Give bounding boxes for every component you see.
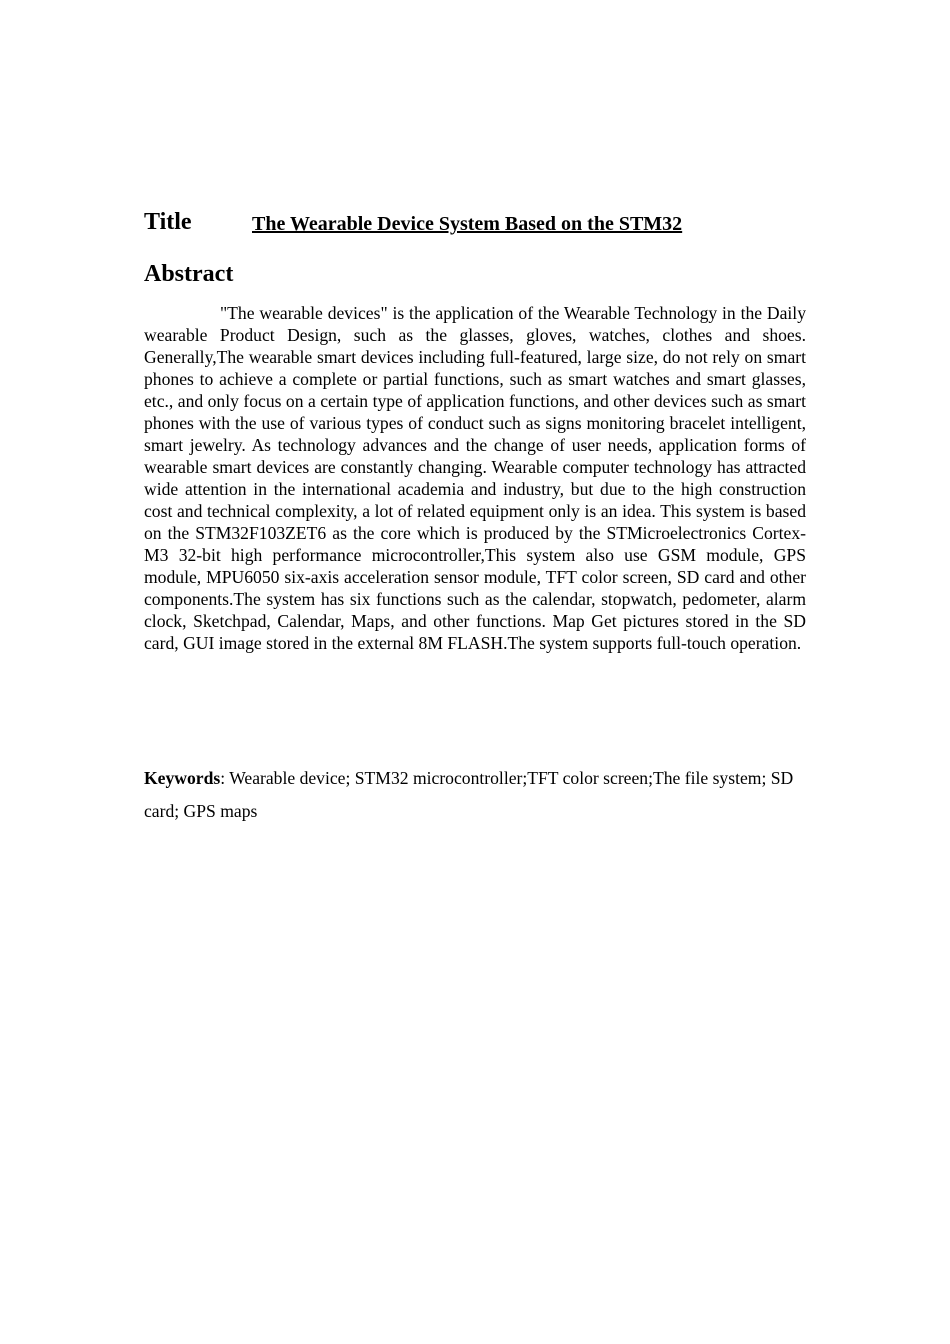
keywords-list: : Wearable device; STM32 microcontroller;TFT color screen;The file system; SD card; GPS maps — [144, 768, 794, 821]
abstract-body: "The wearable devices" is the application of the Wearable Technology in the Daily wearable Product Design, such as the glasses, gloves, watches, clothes and shoes. Generally,The wearable smart devices including full-featured, large size, do not rely on smart phones to achieve a complete or partial functions, such as smart watches and smart glasses, etc., and only focus on a certain type of application functions, and other devices such as smart phones with the use of various types of conduct such as signs monitoring bracelet intelligent, smart jewelry. As technology advances and the change of user needs, application forms of wearable smart devices are constantly changing. Wearable computer technology has attracted wide attention in the international academia and industry, but due to the high construction cost and technical complexity, a lot of related equipment only is an idea. This system is based on the STM32F103ZET6 as the core which is produced by the STMicroelectronics Cortex-M3 32-bit high performance microcontroller,This system also use GSM module, GPS module, MPU6050 six-axis acceleration sensor module, TFT color screen, SD card and other components.The system has six functions such as the calendar, stopwatch, pedometer, alarm clock, Sketchpad, Calendar, Maps, and other functions. Map Get pictures stored in the SD card, GUI image stored in the external 8M FLASH.The system supports full-touch operation. — [144, 303, 806, 653]
keywords-label: Keywords — [144, 768, 221, 788]
title-label: Title — [144, 209, 192, 235]
title-row — [144, 206, 806, 240]
abstract-heading: Abstract — [144, 261, 234, 287]
document-title: The Wearable Device System Based on the STM32 — [252, 213, 683, 235]
keywords-paragraph — [144, 762, 806, 828]
